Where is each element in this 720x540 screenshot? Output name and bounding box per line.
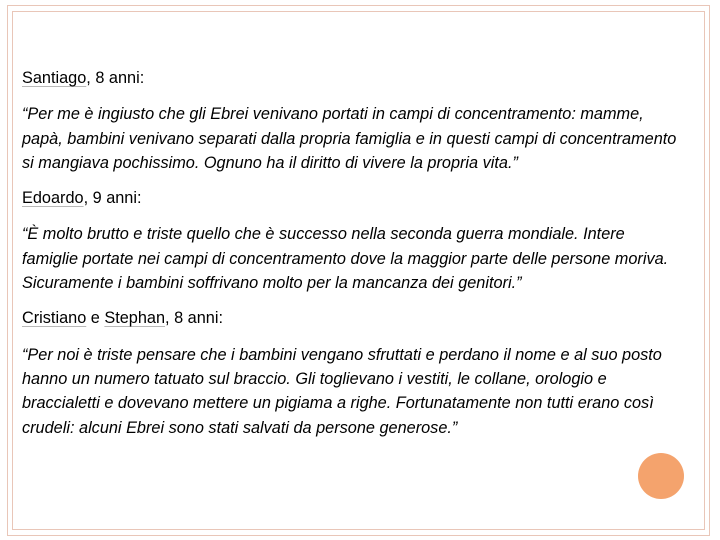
quote-edoardo: “È molto brutto e triste quello che è successo nella seconda guerra mondiale. Intere famiglie portate nei campi di concentramento dove la maggior parte delle persone moriva. Sicuramente i bambini soffrivano molto per la mancanza dei genitori.”: [22, 225, 669, 293]
speaker-name: Edoardo: [22, 189, 84, 208]
quote-santiago: “Per me è ingiusto che gli Ebrei venivano portati in campi di concentramento: mamme, papà, bambini venivano separati dalla propria famiglia e in questi campi di concentramento si mangiava pochissimo. Ognuno ha il diritto di vivere la propria vita.”: [22, 105, 677, 172]
speaker-age: , 8 anni:: [165, 309, 223, 328]
decorative-circle: [638, 453, 684, 499]
slide-content: [22, 66, 682, 451]
speaker-name: Santiago: [22, 69, 87, 87]
speaker-line-edoardo: [22, 186, 682, 210]
speaker-line-santiago: [22, 66, 682, 90]
quote-cristiano-stephan: “Per noi è triste pensare che i bambini vengano sfruttati e perdano il nome e al suo posto hanno un numero tatuato sul braccio. Gli toglievano i vestiti, le collane, orologio e braccialetti e dovevano mettere un pigiama a righe. Fortunatamente non tutti erano così crudeli: alcuni Ebrei sono stati salvati da persone generose.”: [22, 345, 662, 437]
speaker-name: Stephan: [104, 309, 166, 328]
speaker-age: , 9 anni:: [83, 189, 142, 208]
speaker-age: , 8 anni:: [86, 69, 145, 87]
speaker-joiner: e: [86, 309, 105, 328]
speaker-name: Cristiano: [22, 309, 87, 328]
speaker-line-cristiano-stephan: [22, 306, 682, 330]
